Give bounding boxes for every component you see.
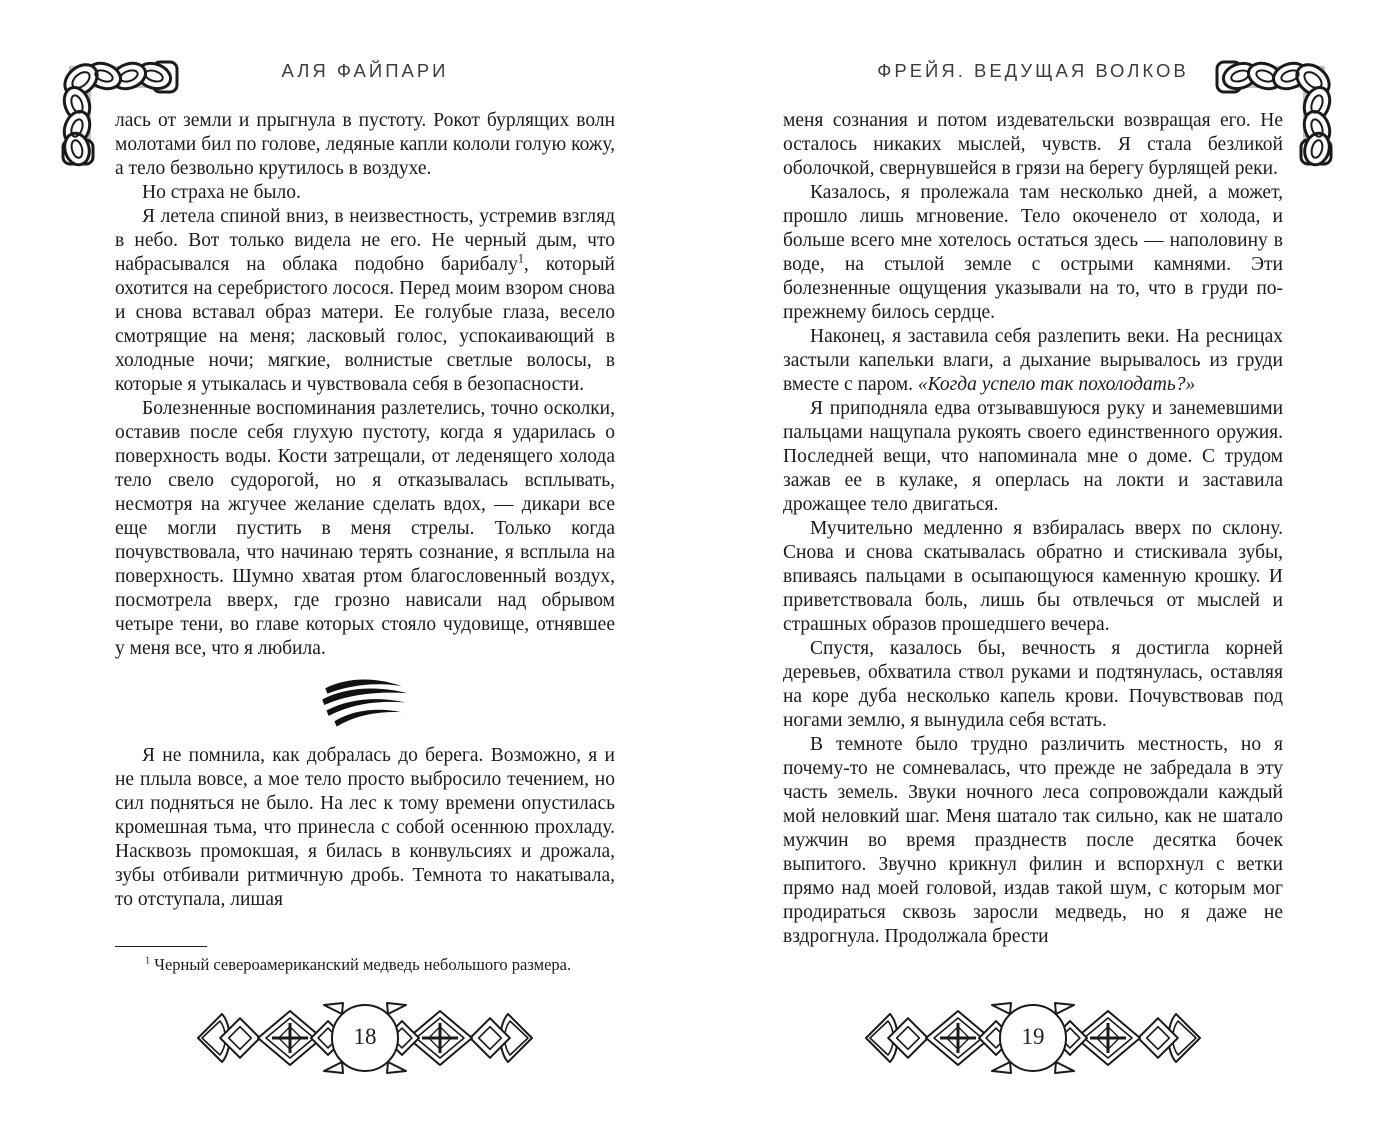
text-run: Болезненные воспоминания разлетелись, точно осколки, оставив после себя глухую пустоту, когда я ударилась о поверхность воды. Кости затрещали, от леденящего холода тело свело судорогой, но я отказывалась всплывать, несмотря на жгучее желание сделать вдох, — дикари все еще могли пустить в меня стрелы. Только когда почувствовала, что начинаю терять сознание, я всплыла на поверхность. Шумно хватая ртом благословенный воздух, посмотрела вверх, где грозно нависали над обрывом четыре тени, во главе которых стояло чудовище, отнявшее у меня все, что я любила. (115, 398, 615, 659)
running-head-title: ФРЕЙЯ. ВЕДУЩАЯ ВОЛКОВ (877, 60, 1189, 81)
footnote-text (115, 954, 615, 975)
paragraph (115, 205, 615, 397)
page-number-left: 18 (353, 1023, 377, 1049)
text-run: Я приподняла едва отзывавшуюся руку и занемевшими пальцами нащупала рукоять своего единственного оружия. Последней вещи, что напоминала мне о доме. С трудом зажав ее в кулаке, я оперлась на локти и заставила дрожащее тело двигаться. (783, 398, 1283, 515)
paragraph (783, 181, 1283, 325)
scene-break-claw-marks-icon (115, 675, 615, 734)
footnote-marker: 1 (145, 955, 151, 967)
page-body-text (115, 109, 615, 912)
page-left (115, 60, 615, 912)
footnote-rule (115, 946, 207, 947)
text-run: Спустя, казалось бы, вечность я достигла корней деревьев, обхватила ствол руками и подтянулась, оставляя на коре дуба несколько капель крови. Почувствовав под ногами землю, я вынудила себя встать. (783, 638, 1283, 731)
page-right (783, 60, 1283, 949)
paragraph (115, 109, 615, 181)
paragraph (115, 397, 615, 661)
footnote (115, 946, 615, 975)
paragraph (783, 325, 1283, 397)
paragraph (783, 517, 1283, 637)
text-run: 1 (517, 251, 524, 266)
running-head-author: АЛЯ ФАЙПАРИ (281, 60, 449, 81)
text-run: «Когда успело так похолодать?» (917, 374, 1196, 395)
text-run: В темноте было трудно различить местность, но я почему-то не сомневалась, что прежде не забредала в эту часть земель. Звуки ночного леса сопровождали каждый мой неловкий шаг. Меня шатало так сильно, как не шатало мужчин во время празднеств после десятка бочек выпитого. Звучно крикнул филин и вспорхнул с ветки прямо над моей головой, издав такой шум, с которым мог продираться сквозь заросли медведь, но я даже не вздрогнула. Продолжала брести (783, 734, 1283, 947)
paragraph (783, 397, 1283, 517)
paragraph (115, 181, 615, 205)
text-run: Я летела спиной вниз, в неизвестность, устремив взгляд в небо. Вот только видела не его. Не черный дым, что набрасывался на облака подобно барибалу (115, 206, 615, 275)
text-run: Я не помнила, как добралась до берега. Возможно, я и не плыла вовсе, а мое тело просто выбросило течением, но сил подняться не было. На лес к тому времени опустилась кромешная тьма, что принесла с собой осеннюю прохладу. Насквозь промокшая, я билась в конвульсиях и дрожала, зубы отбивали ритмичную дробь. Темнота то накатывала, то отступала, лишая (115, 745, 615, 910)
page-body-text (783, 109, 1283, 949)
page-number-right: 19 (1021, 1023, 1045, 1049)
paragraph (783, 109, 1283, 181)
footnote-text-run: Черный североамериканский медведь небольшого размера. (150, 955, 572, 974)
text-run: , который охотится на серебристого лосося. Перед моим взором снова и снова вставал образ матери. Ее голубые глаза, весело смотрящие на меня; ласковый голос, успокаивающий в холодные ночи; мягкие, волнистые светлые волосы, в которые я утыкалась и чувствовала себя в безопасности. (115, 254, 615, 395)
footer-ornament-right (858, 1000, 1208, 1076)
text-run: Наконец, я заставила себя разлепить веки. На ресницах застыли капельки влаги, а дыхание вырывалось из груди вместе с паром. (783, 326, 1283, 395)
text-run: Но страха не было. (142, 182, 301, 203)
paragraph (783, 637, 1283, 733)
paragraph (115, 744, 615, 912)
footer-ornament-left (190, 1000, 540, 1076)
text-run: лась от земли и прыгнула в пустоту. Рокот бурлящих волн молотами бил по голове, ледяные капли кололи голую кожу, а тело безвольно крутилось в воздухе. (115, 110, 615, 179)
paragraph (783, 733, 1283, 949)
text-run: Мучительно медленно я взбиралась вверх по склону. Снова и снова скатывалась обратно и стискивала зубы, впиваясь пальцами в осыпающуюся каменную крошку. И приветствовала боль, лишь бы отвлечься от мыслей и страшных образов прошедшего вечера. (783, 518, 1283, 635)
text-run: меня сознания и потом издевательски возвращая его. Не осталось никаких мыслей, чувств. Я стала безликой оболочкой, свернувшейся в грязи на берегу бурлящей реки. (783, 110, 1283, 179)
text-run: Казалось, я пролежала там несколько дней, а может, прошло лишь мгновение. Тело окоченело от холода, и больше всего мне хотелось остаться здесь — наполовину в воде, на стылой земле с острыми камнями. Эти болезненные ощущения указывали на то, что в груди по-прежнему билось сердце. (783, 182, 1283, 323)
